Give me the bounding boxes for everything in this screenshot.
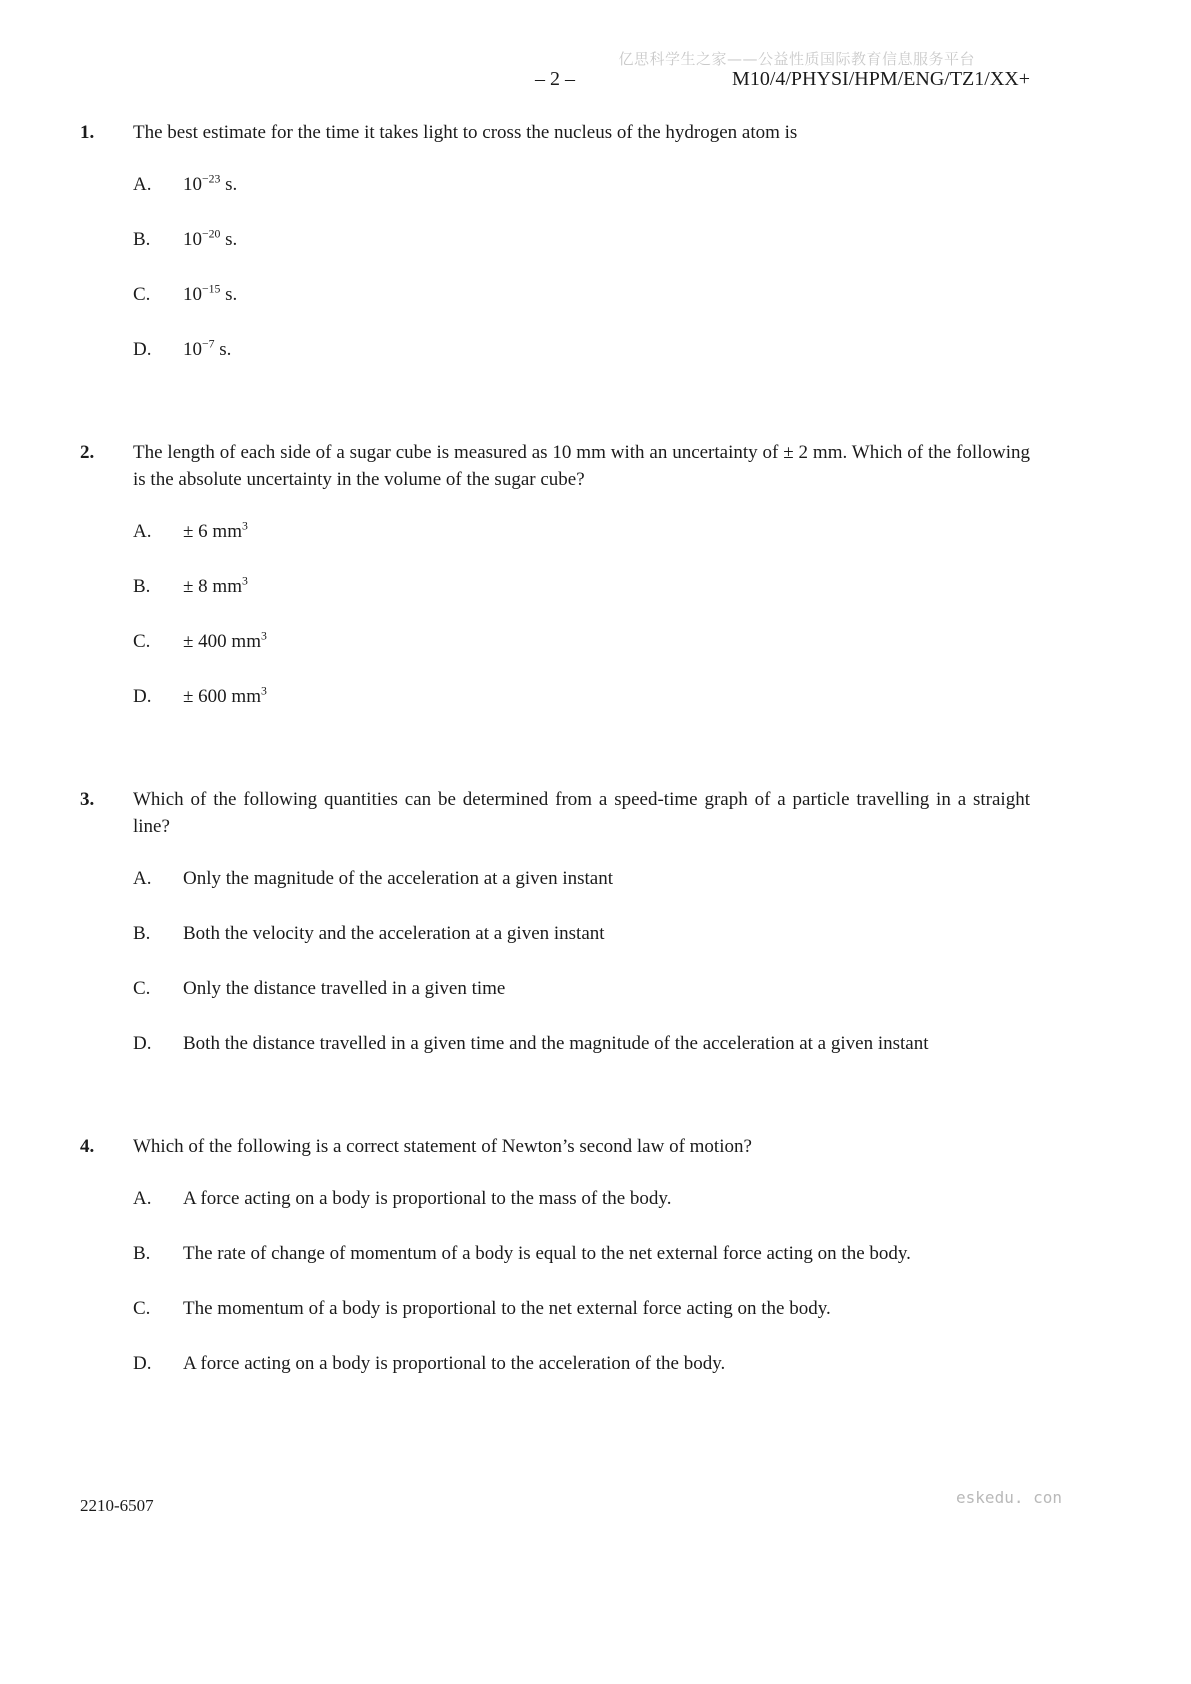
option-text-base: The momentum of a body is proportional to the net external force acting on the body. bbox=[183, 1298, 831, 1319]
option-text-base: 10 bbox=[183, 174, 202, 195]
option-c bbox=[133, 975, 1030, 1002]
question-header bbox=[80, 1133, 1030, 1160]
option-a bbox=[133, 865, 1030, 892]
option-label: D. bbox=[133, 686, 152, 707]
option-text bbox=[183, 683, 1030, 710]
option-d bbox=[133, 336, 1030, 363]
option-text-base: Both the velocity and the acceleration at a given instant bbox=[183, 923, 605, 944]
option-text-base: 10 bbox=[183, 339, 202, 360]
question-list bbox=[80, 119, 1030, 1377]
option-text-suffix: s. bbox=[220, 284, 238, 305]
option-label: D. bbox=[133, 1353, 152, 1374]
option-text bbox=[183, 171, 1030, 198]
option-label: C. bbox=[133, 631, 151, 652]
option-d bbox=[133, 1030, 1030, 1057]
option-text bbox=[183, 865, 1030, 892]
page-number: – 2 – bbox=[535, 68, 575, 90]
option-text-base: The rate of change of momentum of a body is equal to the net external force acting on the body. bbox=[183, 1243, 911, 1264]
option-b bbox=[133, 1240, 1030, 1267]
option-text-base: ± 6 mm bbox=[183, 521, 242, 542]
question-number: 4. bbox=[80, 1136, 95, 1157]
option-exponent: −23 bbox=[202, 172, 221, 186]
option-exponent: 3 bbox=[261, 684, 267, 698]
option-text-base: A force acting on a body is proportional to the acceleration of the body. bbox=[183, 1353, 726, 1374]
option-exponent: 3 bbox=[242, 574, 248, 588]
site-watermark-top: 亿思科学生之家——公益性质国际教育信息服务平台 bbox=[618, 50, 975, 68]
option-c bbox=[133, 281, 1030, 308]
question-number: 2. bbox=[80, 442, 95, 463]
option-label: A. bbox=[133, 521, 152, 542]
option-text-suffix: s. bbox=[214, 339, 232, 360]
option-text bbox=[183, 336, 1030, 363]
option-label: B. bbox=[133, 229, 151, 250]
option-text bbox=[183, 1185, 1030, 1212]
option-b bbox=[133, 920, 1030, 947]
option-d bbox=[133, 1350, 1030, 1377]
option-exponent: −7 bbox=[202, 337, 215, 351]
option-b bbox=[133, 226, 1030, 253]
option-text bbox=[183, 1350, 1030, 1377]
option-b bbox=[133, 573, 1030, 600]
site-watermark-bottom: eskedu. con bbox=[956, 1488, 1062, 1507]
option-exponent: −15 bbox=[202, 282, 221, 296]
question-text: The best estimate for the time it takes light to cross the nucleus of the hydrogen atom is bbox=[133, 122, 798, 143]
option-label: C. bbox=[133, 978, 151, 999]
option-text-base: ± 8 mm bbox=[183, 576, 242, 597]
question-2 bbox=[80, 439, 1030, 710]
option-text bbox=[183, 975, 1030, 1002]
option-text-suffix: s. bbox=[220, 229, 238, 250]
option-text bbox=[183, 226, 1030, 253]
page-footer bbox=[80, 1488, 1062, 1519]
question-text: Which of the following quantities can be determined from a speed-time graph of a particle travelling in a straight line? bbox=[133, 789, 1030, 837]
question-header bbox=[80, 119, 1030, 146]
option-label: D. bbox=[133, 339, 152, 360]
question-header bbox=[80, 439, 1030, 493]
option-text-suffix: s. bbox=[220, 174, 238, 195]
option-d bbox=[133, 683, 1030, 710]
option-text bbox=[183, 518, 1030, 545]
option-text-base: Both the distance travelled in a given time and the magnitude of the acceleration at a given instant bbox=[183, 1033, 929, 1054]
option-a bbox=[133, 518, 1030, 545]
page-header bbox=[80, 66, 1030, 93]
option-c bbox=[133, 628, 1030, 655]
option-text bbox=[183, 1295, 1030, 1322]
question-4 bbox=[80, 1133, 1030, 1377]
option-text-base: ± 400 mm bbox=[183, 631, 261, 652]
exam-code: M10/4/PHYSI/HPM/ENG/TZ1/XX+ bbox=[732, 68, 1030, 90]
option-a bbox=[133, 1185, 1030, 1212]
option-text-base: 10 bbox=[183, 284, 202, 305]
option-label: C. bbox=[133, 1298, 151, 1319]
option-text-base: 10 bbox=[183, 229, 202, 250]
option-label: D. bbox=[133, 1033, 152, 1054]
option-exponent: −20 bbox=[202, 227, 221, 241]
option-text bbox=[183, 1240, 1030, 1267]
paper-code: 2210-6507 bbox=[80, 1496, 154, 1515]
option-exponent: 3 bbox=[242, 519, 248, 533]
option-text bbox=[183, 1030, 1030, 1057]
option-label: A. bbox=[133, 868, 152, 889]
option-text-base: A force acting on a body is proportional to the mass of the body. bbox=[183, 1188, 672, 1209]
option-text bbox=[183, 628, 1030, 655]
question-1 bbox=[80, 119, 1030, 363]
option-label: B. bbox=[133, 1243, 151, 1264]
option-text bbox=[183, 573, 1030, 600]
option-label: B. bbox=[133, 576, 151, 597]
option-text-base: ± 600 mm bbox=[183, 686, 261, 707]
question-3 bbox=[80, 786, 1030, 1057]
option-label: B. bbox=[133, 923, 151, 944]
option-a bbox=[133, 171, 1030, 198]
question-number: 3. bbox=[80, 789, 95, 810]
option-text-base: Only the magnitude of the acceleration at a given instant bbox=[183, 868, 613, 889]
question-text: The length of each side of a sugar cube is measured as 10 mm with an uncertainty of ± 2 mm. Which of the following is the absolute uncertainty in the volume of the sugar cube? bbox=[133, 442, 1030, 490]
option-text bbox=[183, 281, 1030, 308]
option-text-base: Only the distance travelled in a given time bbox=[183, 978, 506, 999]
option-c bbox=[133, 1295, 1030, 1322]
option-exponent: 3 bbox=[261, 629, 267, 643]
question-number: 1. bbox=[80, 122, 95, 143]
option-label: A. bbox=[133, 1188, 152, 1209]
option-label: A. bbox=[133, 174, 152, 195]
option-label: C. bbox=[133, 284, 151, 305]
question-header bbox=[80, 786, 1030, 840]
question-text: Which of the following is a correct statement of Newton’s second law of motion? bbox=[133, 1136, 752, 1157]
option-text bbox=[183, 920, 1030, 947]
